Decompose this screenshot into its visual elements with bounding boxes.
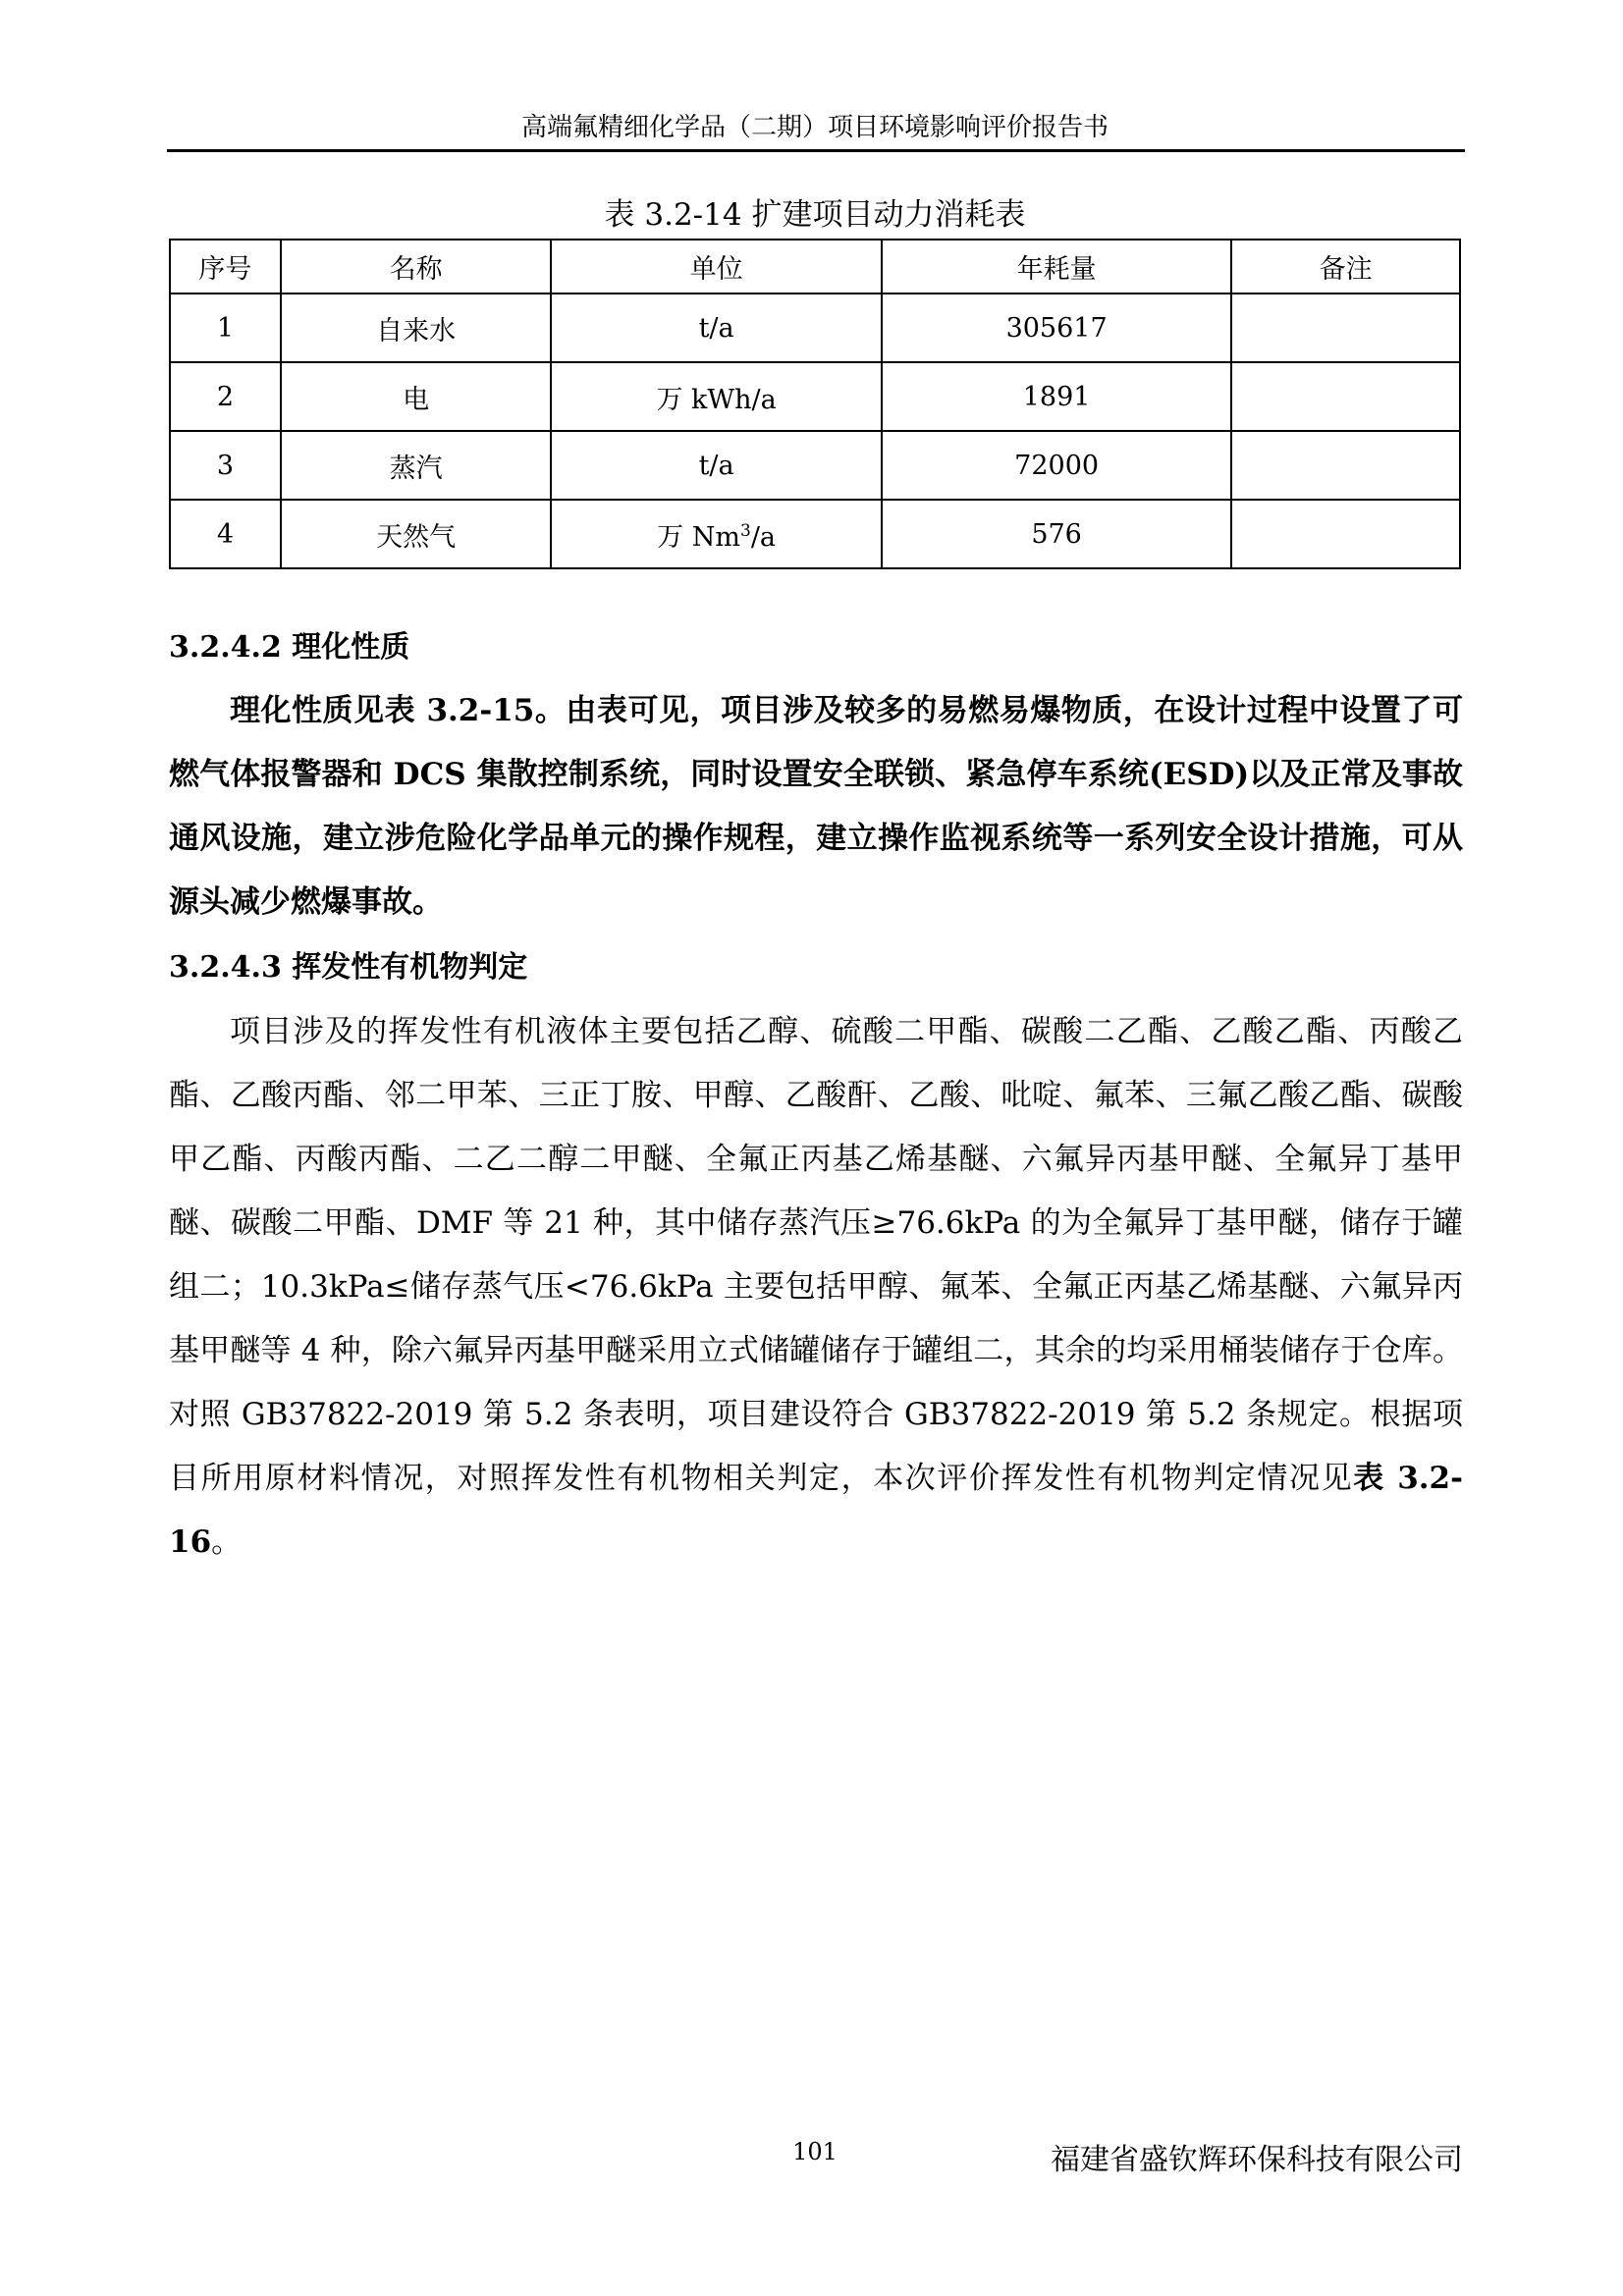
- cell-unit: [551, 294, 882, 362]
- cell-note: [1231, 294, 1460, 362]
- cell-name: 天然气: [281, 500, 552, 568]
- running-header: 高端氟精细化学品（二期）项目环境影响评价报告书: [520, 113, 1109, 142]
- cell-name: 自来水: [281, 294, 552, 362]
- table-reference: 表 3.2-16: [169, 1461, 1463, 1560]
- table-reference: 表 3.2-15: [384, 693, 535, 728]
- section-heading-voc: 3.2.4.3 挥发性有机物判定: [169, 950, 528, 985]
- column-header-no: 序号: [170, 240, 281, 294]
- cell-no: 2: [170, 362, 281, 431]
- table-row: [170, 431, 1460, 500]
- unit-text: 万 Nm: [657, 521, 740, 553]
- cell-name: 蒸汽: [281, 431, 552, 500]
- unit-text: t/a: [698, 450, 734, 481]
- unit-superscript: 3: [739, 520, 751, 541]
- unit-tail: /a: [750, 521, 777, 553]
- power-consumption-table: [169, 239, 1461, 569]
- cell-amount: 576: [882, 500, 1232, 568]
- para-end: 。: [211, 1524, 243, 1560]
- table-header-row: [170, 240, 1460, 294]
- unit-text: t/a: [698, 312, 734, 344]
- cell-amount: 1891: [882, 362, 1232, 431]
- cell-unit: [551, 431, 882, 500]
- para-body: 项目涉及的挥发性有机液体主要包括乙醇、硫酸二甲酯、碳酸二乙酯、乙酸乙酯、丙酸乙酯、乙酸丙酯、邻二甲苯、三正丁胺、甲醇、乙酸酐、乙酸、吡啶、氟苯、三氟乙酸乙酯、碳酸甲乙酯、丙酸丙酯、二乙二醇二甲醚、全氟正丙基乙烯基醚、六氟异丙基甲醚、全氟异丁基甲醚、碳酸二甲酯、DMF 等 21 种，其中储存蒸汽压≥76.6kPa 的为全氟异丁基甲醚，储存于罐组二；10.3kPa≤储存蒸气压<76.6kPa 主要包括甲醇、氟苯、全氟正丙基乙烯基醚、六氟异丙基甲醚等 4 种，除六氟异丙基甲醚采用立式储罐储存于罐组二，其余的均采用桶装储存于仓库。对照 GB37822-2019 第 5.2 条表明，项目建设符合 GB37822-2019 第 5.2 条规定。根据项目所用原材料情况，对照挥发性有机物相关判定，本次评价挥发性有机物判定情况见: [169, 1014, 1463, 1496]
- unit-text: 万 kWh/a: [656, 384, 777, 415]
- column-header-note: 备注: [1231, 240, 1460, 294]
- cell-amount: 305617: [882, 294, 1232, 362]
- cell-unit: [551, 500, 882, 568]
- cell-name: 电: [281, 362, 552, 431]
- header-rule: [167, 149, 1465, 152]
- table-row: [170, 362, 1460, 431]
- cell-unit: [551, 362, 882, 431]
- cell-note: [1231, 500, 1460, 568]
- column-header-amount: 年耗量: [882, 240, 1232, 294]
- column-header-name: 名称: [281, 240, 552, 294]
- para-prefix: 理化性质见: [230, 693, 385, 728]
- cell-no: 3: [170, 431, 281, 500]
- cell-amount: 72000: [882, 431, 1232, 500]
- company-name: 福建省盛钦辉环保科技有限公司: [1051, 2143, 1463, 2177]
- page-number: 101: [792, 2138, 838, 2165]
- paragraph-voc: [169, 1000, 1463, 1575]
- paragraph-physicochemical: [169, 679, 1463, 934]
- column-header-unit: 单位: [551, 240, 882, 294]
- para-body: 。由表可见，项目涉及较多的易燃易爆物质，在设计过程中设置了可燃气体报警器和 DCS 集散控制系统，同时设置安全联锁、紧急停车系统(ESD)以及正常及事故通风设施，建立涉危险化学品单元的操作规程，建立操作监视系统等一系列安全设计措施，可从源头减少燃爆事故。: [169, 693, 1464, 920]
- cell-note: [1231, 362, 1460, 431]
- cell-note: [1231, 431, 1460, 500]
- table-row: [170, 500, 1460, 568]
- table-row: [170, 294, 1460, 362]
- cell-no: 1: [170, 294, 281, 362]
- section-heading-physicochemical: 3.2.4.2 理化性质: [169, 630, 410, 665]
- cell-no: 4: [170, 500, 281, 568]
- table-caption: 表 3.2-14 扩建项目动力消耗表: [604, 197, 1026, 233]
